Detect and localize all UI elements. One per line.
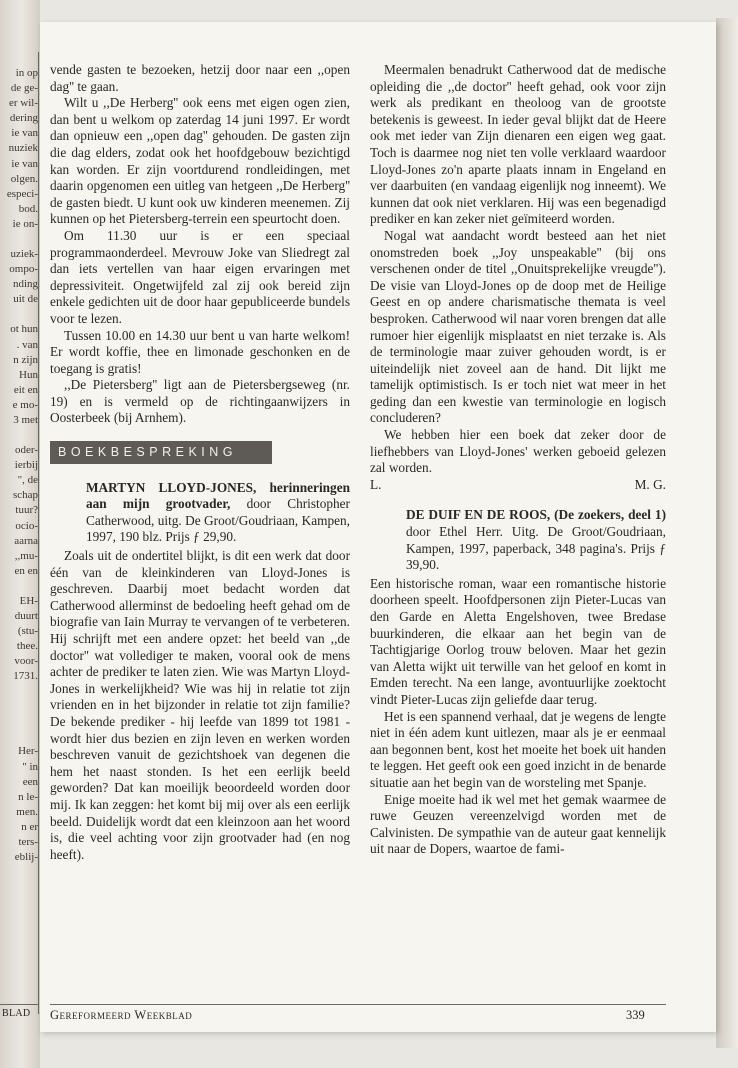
margin-fragment: uziek- xyxy=(10,248,38,261)
margin-fragment: eit en xyxy=(13,383,38,396)
margin-fragment: en en xyxy=(14,564,38,577)
margin-fragment: " in xyxy=(22,760,38,773)
page-number: 339 xyxy=(626,1008,645,1022)
review-details: door Christopher Catherwood, uitg. De Groot/Goudriaan, Kampen, 1997, 190 blz. Prijs ƒ 29,90. xyxy=(86,496,350,545)
margin-fragment: een xyxy=(22,775,38,788)
margin-fragment: duurt xyxy=(14,610,38,622)
margin-fragment: ie van xyxy=(11,127,38,140)
margin-fragment: e mo- xyxy=(12,398,38,411)
margin-fragment: ierbij xyxy=(14,459,38,472)
margin-fragment: ot hun xyxy=(10,323,38,336)
margin-fragment: ie van xyxy=(11,157,38,170)
margin-fragment: er wil- xyxy=(8,97,38,110)
margin-fragment: Hun xyxy=(19,368,38,381)
review2-text xyxy=(370,576,666,858)
margin-fragment: dering xyxy=(9,112,38,125)
margin-fragment: 1731. xyxy=(13,670,38,683)
section-banner: BOEKBESPREKING xyxy=(50,441,272,464)
signature-right: M. G. xyxy=(634,476,666,492)
paragraph: ,,De Pietersberg'' ligt aan de Pietersbergseweg (nr. 19) en is vermeld op de richtingaanwijzers in Oosterbeek (bij Arnhem). xyxy=(50,377,350,426)
margin-fragment: in op xyxy=(15,67,38,79)
margin-fragment: nuziek xyxy=(8,142,38,155)
margin-fragment xyxy=(0,307,38,322)
margin-fragment: bod. xyxy=(18,202,38,215)
paragraph: Een historische roman, waar een romantische historie doorheen speelt. Hoofdpersonen zijn Pieter-Lucas van den Garde en Aletta Engelshoven, twee Bredase buurkinderen, die elkaar aan het begin van de Tachtigjarige Oorlog trouw beloven. Maar het gezin van Aletta wijkt uit terwille van het geloof en komt in Emden terecht. Na een lange, avontuurlijke zoektocht vindt Pieter-Lucas zijn geliefde daar terug. xyxy=(370,575,666,707)
margin-fragment xyxy=(0,232,38,247)
review-paragraph: Zoals uit de ondertitel blijkt, is dit een werk dat door één van de kleinkinderen van Lloyd-Jones is geschreven. Daarbij moet bedacht worden dat Catherwood allerminst de bedoeling heeft gehad om de biografie van Iain Murray te vervangen of te verbeteren. Hij schrijft met een andere opzet: het beeld van ,,de doctor'' wat vollediger te maken, vooral ook de mens achter de prediker te laten zien. Wie was Martyn Lloyd-Jones in werkelijkheid? Wie was hij in relatie tot zijn vrienden en in het bijzonder in relatie tot zijn familie? De bekende prediker - hij leefde van 1899 tot 1981 - wordt hier dus bezien en zijn leven en werken worden beschreven vanuit de gezichtshoek van degenen die hem het naast stonden. Is het een eerlijk beeld geworden? Dat kan moeilijk beoordeeld worden door mij. Ik kan zeggen: het komt bij mij over als een eerlijk beeld. Duidelijk wordt dat een kleinzoon aan het woord is, die veel achting voor zijn grootvader had (en nog heeft). xyxy=(50,548,350,862)
previous-page-fragments xyxy=(0,66,38,865)
margin-fragment: ocio- xyxy=(15,519,38,532)
margin-fragment: eblij- xyxy=(14,851,38,864)
margin-fragment xyxy=(0,729,38,744)
margin-fragment: schap xyxy=(12,489,38,502)
paragraph: We hebben hier een boek dat zeker door de liefhebbers van Lloyd-Jones' werken geboeid gelezen zal worden. xyxy=(370,427,666,476)
margin-fragment: EH- xyxy=(19,594,38,607)
footer-rule-left xyxy=(0,1004,38,1005)
review2-title: DE DUIF EN DE ROOS, (De zoekers, deel 1) xyxy=(406,507,666,523)
paragraph: Om 11.30 uur is er een speciaal programmaonderdeel. Mevrouw Joke van Sliedregt zal dan iets vertellen van haar eigen ervaringen met depressiviteit. Ongetwijfeld zal zij ook bereid zijn enkele gedichten uit de door haar gepubliceerde bundels voor te lezen. xyxy=(50,227,350,326)
left-article-text xyxy=(50,62,350,427)
margin-fragment: n zijn xyxy=(13,353,38,366)
margin-fragment: ", de xyxy=(17,474,38,487)
footer-rule xyxy=(50,1004,666,1005)
margin-fragment: de ge- xyxy=(10,82,38,95)
margin-fragment xyxy=(0,428,38,443)
paragraph: Meermalen benadrukt Catherwood dat de medische opleiding die ,,de doctor'' heeft gehad, ook voor zijn werk als predikant en theoloog van de grootste betekenis is geweest. In ieder geval blijkt dat de Heere ook met ieder van Zijn dienaren een eigen weg gaat. Toch is daarmee nog niet ten volle verklaard waardoor Lloyd-Jones zo'n aparte plaats innam in Engeland en ver daarbuiten (en vandaag eigenlijk nog inneemt). We kunnen dat ook niet verklaren. Hij was een begenadigd prediker en kan zeker niet geïmiteerd worden. xyxy=(370,62,666,227)
review2-heading xyxy=(370,507,666,573)
magazine-title: Gereformeerd Weekblad xyxy=(50,1008,193,1022)
right-review-text xyxy=(370,62,666,477)
margin-fragment: voor- xyxy=(14,655,38,668)
left-column xyxy=(50,62,350,863)
margin-fragment: ie on- xyxy=(12,217,38,230)
paragraph: Nogal wat aandacht wordt besteed aan het niet onomstreden boek ,,Joy unspeakable'' (bij ons verschenen onder de titel ,,Onuitsprekelijke vreugde''). De visie van Lloyd-Jones op de doop met de Heilige Geest en op andere charismatische themata is veel besproken. Catherwood wil naar voren brengen dat alle rumoer hier eigenlijk misplaatst en niet terzake is. Als de terminologie maar zuiver gehouden wordt, is er uiteindelijk niet zoveel aan de hand. Dit lijkt me tamelijk optimistisch. Is er toch niet wat meer in het geding dan een kwestie van terminologie en logisch concluderen? xyxy=(370,227,666,426)
page-edge-right xyxy=(716,18,738,1048)
margin-fragment: uit de xyxy=(13,293,38,306)
margin-fragment: especi- xyxy=(6,187,38,200)
margin-fragment: (stu- xyxy=(17,625,38,638)
column-divider xyxy=(38,52,39,1014)
margin-fragment: 3 met xyxy=(13,413,38,426)
margin-fragment: ters- xyxy=(18,836,38,849)
paragraph: Tussen 10.00 en 14.30 uur bent u van harte welkom! Er wordt koffie, thee en limonade geschonken en de toegang is gratis! xyxy=(50,327,350,376)
margin-fragment: olgen. xyxy=(10,172,38,185)
margin-fragment: tuur? xyxy=(15,504,38,517)
margin-fragment: aarna xyxy=(14,534,38,547)
signature-left: L. xyxy=(370,476,382,492)
paragraph: vende gasten te bezoeken, hetzij door naar een ,,open dag'' te gaan. xyxy=(50,62,350,94)
paragraph: Wilt u ,,De Herberg'' ook eens met eigen ogen zien, dan bent u welkom op zaterdag 14 juni 1997. Er wordt dan opnieuw een ,,open dag'' gehouden. De gasten zijn die dag elders, zodat ook het hoofdgebouw bezichtigd kan worden. Er zijn voortdurend rondleidingen, met daarin opgenomen een uitleg van hetgeen ,,De Herberg'' de gasten biedt. U kunt ook uw kinderen meenemen. Zij kunnen op het Pietersberg-terrein een speurtocht doen. xyxy=(50,95,350,227)
margin-fragment: ,,mu- xyxy=(14,549,38,562)
margin-fragment: . van xyxy=(16,338,38,351)
margin-fragment: Her- xyxy=(18,745,38,758)
review2-details: door Ethel Herr. Uitg. De Groot/Goudriaan, Kampen, 1997, paperback, 348 pagina's. Prijs ƒ 39,90. xyxy=(406,524,666,573)
margin-fragment xyxy=(0,699,38,714)
margin-fragment: thee. xyxy=(16,640,38,653)
margin-fragment: men. xyxy=(16,805,38,818)
margin-fragment: oder- xyxy=(15,444,38,457)
margin-fragment xyxy=(0,579,38,594)
review-heading xyxy=(50,480,350,546)
margin-fragment: ompo- xyxy=(9,263,38,276)
margin-fragment xyxy=(0,714,38,729)
right-column xyxy=(370,62,666,858)
paragraph: Het is een spannend verhaal, dat je wegens de lengte niet in één adem kunt uitlezen, maar als je er eenmaal aan begonnen bent, kost het moeite het boek uit handen te leggen. Het geeft ook een goed inzicht in de benarde situatie aan het begin van de worsteling met Spanje. xyxy=(370,708,666,790)
margin-fragment: n er xyxy=(21,820,38,833)
review-signature xyxy=(370,477,666,494)
footer-left-fragment: BLAD xyxy=(2,1008,31,1019)
review-title: MARTYN LLOYD-JONES, herinneringen aan mijn grootvader, xyxy=(86,479,350,512)
margin-fragment xyxy=(0,684,38,699)
margin-fragment: n le- xyxy=(18,790,38,803)
paragraph: Enige moeite had ik wel met het gemak waarmee de ruwe Geuzen vereenzelvigd worden met de Calvinisten. De sympathie van de auteur gaat kennelijk uit naar de Dopers, waartoe de fami- xyxy=(370,791,666,857)
margin-fragment: nding xyxy=(12,278,38,291)
